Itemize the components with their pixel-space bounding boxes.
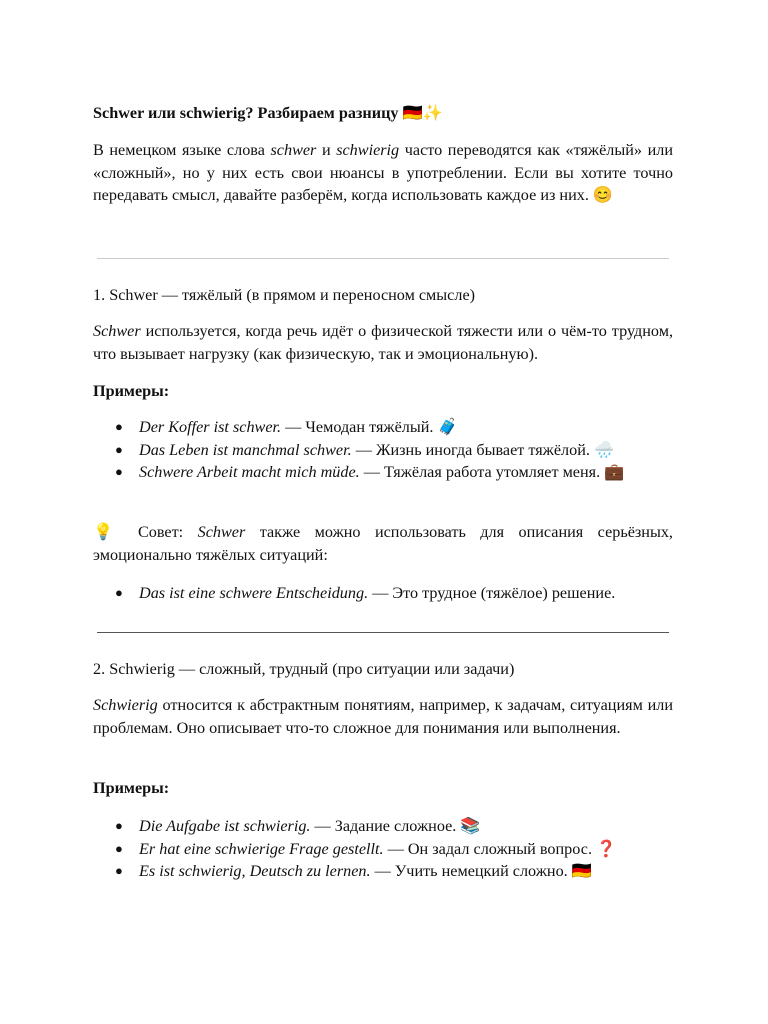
- bullet: ●: [115, 464, 123, 479]
- example-german: Der Koffer ist schwer.: [139, 418, 282, 436]
- divider: [97, 632, 669, 633]
- tip-word: Schwer: [197, 523, 246, 541]
- intro-word-schwer: schwer: [270, 141, 317, 159]
- example-german: Es ist schwierig, Deutsch zu lernen.: [139, 862, 371, 880]
- list-item: [93, 838, 673, 861]
- section-2-description: [93, 694, 673, 739]
- list-item: [93, 860, 673, 883]
- example-german: Er hat eine schwierige Frage gestellt.: [139, 839, 384, 858]
- list-item: [93, 582, 673, 605]
- bullet: ●: [115, 840, 123, 856]
- example-german: Die Aufgabe ist schwierig.: [139, 817, 311, 835]
- bullet: ●: [115, 419, 123, 434]
- list-item: [93, 461, 673, 484]
- example-translation: — Учить немецкий сложно. 🇩🇪: [370, 862, 592, 880]
- intro-text-3: часто переводятся как «тяжёлый» или «сложный», но у них есть свои нюансы в употреблении. Если вы хотите точно передавать смысл, давайте разберём, когда использовать каждое из них. 😊: [93, 141, 673, 204]
- section-1-tip: [93, 521, 673, 566]
- example-translation: — Тяжёлая работа утомляет меня. 💼: [359, 463, 625, 481]
- section-2-desc-text: относится к абстрактным понятиям, например, к задачам, ситуациям или проблемам. Оно описывает что-то сложное для понимания или выполнения.: [93, 696, 673, 737]
- example-translation: — Чемодан тяжёлый. 🧳: [281, 418, 458, 436]
- tip-text: также можно использовать для описания серьёзных, эмоционально тяжёлых ситуаций:: [93, 523, 673, 564]
- example-translation: — Он задал сложный вопрос. ❓: [383, 839, 617, 858]
- tip-prefix: 💡 Совет:: [93, 523, 198, 541]
- page-title: Schwer или schwierig? Разбираем разницу 🇩🇪✨: [93, 104, 443, 122]
- bullet: ●: [115, 585, 123, 600]
- section-1-tip-list: [93, 582, 673, 605]
- section-1-desc-word: Schwer: [93, 322, 141, 340]
- intro-paragraph: [93, 139, 673, 207]
- bullet: ●: [115, 441, 123, 457]
- bullet: ●: [115, 863, 123, 878]
- intro-word-schwierig: schwierig: [336, 141, 400, 159]
- list-item: [93, 416, 673, 439]
- divider: [97, 258, 669, 259]
- section-2-examples-label: Примеры:: [93, 779, 170, 797]
- bullet: ●: [115, 818, 123, 833]
- example-german: Das Leben ist manchmal schwer.: [139, 440, 352, 459]
- example-translation: — Жизнь иногда бывает тяжёлой. 🌧️: [351, 440, 615, 459]
- list-item: [93, 439, 673, 462]
- section-2-heading: 2. Schwierig — сложный, трудный (про ситуации или задачи): [93, 660, 515, 678]
- example-german: Schwere Arbeit macht mich müde.: [139, 463, 360, 481]
- section-1-desc-text: используется, когда речь идёт о физической тяжести или о чём-то трудном, что вызывает нагрузку (как физическую, так и эмоциональную).: [93, 322, 673, 363]
- section-1-description: [93, 320, 673, 365]
- list-item: [93, 815, 673, 838]
- section-1-examples-label: Примеры:: [93, 382, 170, 400]
- example-german: Das ist eine schwere Entscheidung.: [139, 584, 369, 602]
- section-2-examples-list: [93, 815, 673, 883]
- section-2-desc-word: Schwierig: [93, 696, 158, 714]
- intro-text-2: и: [316, 141, 337, 159]
- section-1-heading: 1. Schwer — тяжёлый (в прямом и переносном смысле): [93, 286, 476, 304]
- example-translation: — Задание сложное. 📚: [310, 817, 481, 835]
- section-1-examples-list: [93, 416, 673, 484]
- intro-text-1: В немецком языке слова: [93, 141, 271, 159]
- example-translation: — Это трудное (тяжёлое) решение.: [368, 584, 616, 602]
